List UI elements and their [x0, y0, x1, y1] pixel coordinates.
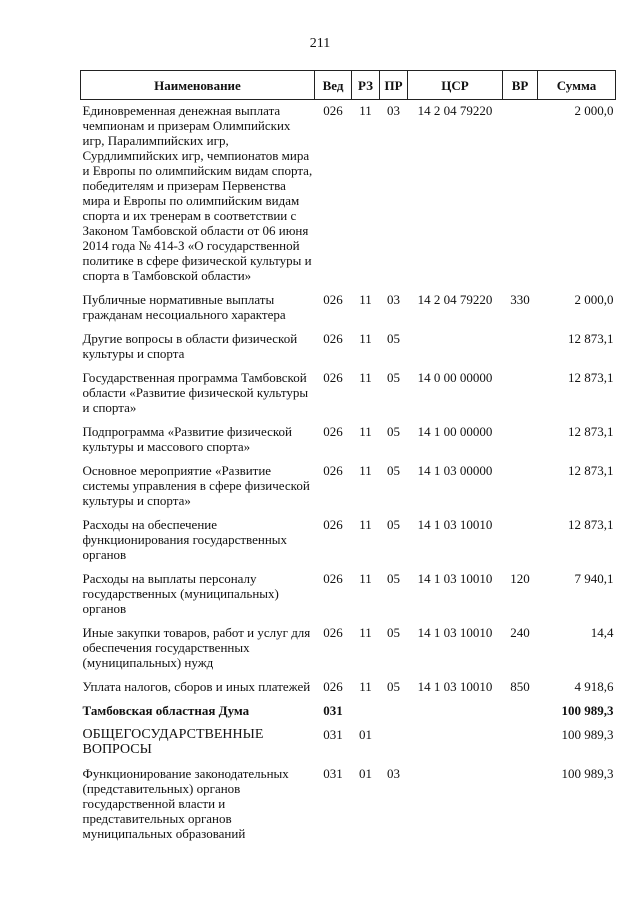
row-csr	[408, 328, 503, 367]
row-rz: 11	[359, 292, 372, 307]
row-csr: 14 1 03 10010	[417, 571, 493, 586]
row-rz: 01	[359, 727, 372, 742]
row-csr	[408, 763, 503, 847]
row-sum: 100 989,3	[561, 727, 614, 742]
col-header-csr: ЦСР	[408, 71, 503, 100]
row-pr: 05	[387, 331, 400, 346]
row-name: Подпрограмма «Развитие физической культуры и массового спорта»	[82, 424, 292, 454]
row-pr: 03	[387, 292, 400, 307]
row-rz: 11	[359, 571, 372, 586]
col-header-name: Наименование	[81, 71, 315, 100]
row-csr: 14 2 04 79220	[417, 103, 493, 118]
row-vr: 240	[510, 625, 530, 640]
row-name: Основное мероприятие «Развитие системы управления в сфере физической культуры и спорта»	[82, 463, 310, 508]
row-csr: 14 1 03 10010	[417, 625, 493, 640]
row-name: ОБЩЕГОСУДАРСТВЕННЫЕ ВОПРОСЫ	[82, 727, 264, 757]
table-row	[81, 100, 616, 290]
row-ved: 026	[323, 679, 343, 694]
row-name: Другие вопросы в области физической культуры и спорта	[82, 331, 298, 361]
row-pr: 05	[387, 679, 400, 694]
row-sum: 12 873,1	[568, 463, 614, 478]
row-ved: 031	[323, 703, 343, 718]
table-row	[81, 421, 616, 460]
row-csr: 14 1 00 00000	[417, 424, 493, 439]
row-vr	[503, 367, 538, 421]
row-sum: 12 873,1	[568, 331, 614, 346]
row-vr	[503, 763, 538, 847]
row-vr: 120	[510, 571, 530, 586]
table-row	[81, 622, 616, 676]
row-pr: 03	[387, 766, 400, 781]
row-rz: 11	[359, 463, 372, 478]
row-csr: 14 1 03 00000	[417, 463, 493, 478]
row-name: Государственная программа Тамбовской области «Развитие физической культуры и спорта»	[82, 370, 309, 415]
row-rz: 11	[359, 517, 372, 532]
row-pr: 05	[387, 517, 400, 532]
row-name: Публичные нормативные выплаты гражданам несоциального характера	[82, 292, 286, 322]
row-csr: 14 0 00 00000	[417, 370, 493, 385]
col-header-ved: Вед	[315, 71, 352, 100]
row-sum: 100 989,3	[561, 766, 614, 781]
row-pr: 05	[387, 424, 400, 439]
row-sum: 100 989,3	[561, 703, 614, 718]
table-row	[81, 328, 616, 367]
row-ved: 026	[323, 370, 343, 385]
row-ved: 031	[323, 727, 343, 742]
table-header-row	[81, 71, 616, 100]
row-ved: 026	[323, 331, 343, 346]
row-vr	[503, 460, 538, 514]
col-header-rz: РЗ	[352, 71, 380, 100]
table-row	[81, 763, 616, 847]
row-rz: 11	[359, 679, 372, 694]
row-rz	[352, 700, 380, 724]
table-body	[81, 100, 616, 848]
row-vr	[503, 100, 538, 290]
row-csr: 14 1 03 10010	[417, 679, 493, 694]
row-rz: 01	[359, 766, 372, 781]
row-sum: 12 873,1	[568, 517, 614, 532]
row-name: Расходы на обеспечение функционирования государственных органов	[82, 517, 288, 562]
row-sum: 7 940,1	[574, 571, 614, 586]
row-vr	[503, 514, 538, 568]
row-ved: 026	[323, 292, 343, 307]
row-sum: 14,4	[590, 625, 614, 640]
row-rz: 11	[359, 625, 372, 640]
row-vr	[503, 700, 538, 724]
row-ved: 026	[323, 571, 343, 586]
row-rz: 11	[359, 103, 372, 118]
row-pr: 05	[387, 463, 400, 478]
row-name: Уплата налогов, сборов и иных платежей	[82, 679, 311, 694]
row-vr	[503, 724, 538, 763]
row-name: Единовременная денежная выплата чемпионам и призерам Олимпийских игр, Паралимпийских игр, Сурдлимпийских игр, чемпионатов мира и Европы по олимпийским видам спорта, победителям и призерам Первенства мира и Европы по олимпийским видам спорта и их тренерам в соответствии с Законом Тамбовской области от 06 июня 2014 года № 414-З «О государственной политике в сфере физической культуры и спорта в Тамбовской области»	[82, 103, 313, 283]
table-row	[81, 568, 616, 622]
row-pr	[380, 724, 408, 763]
row-ved: 026	[323, 103, 343, 118]
row-pr: 05	[387, 370, 400, 385]
row-vr	[503, 421, 538, 460]
row-sum: 12 873,1	[568, 424, 614, 439]
row-rz: 11	[359, 370, 372, 385]
table-row	[81, 514, 616, 568]
budget-table	[80, 70, 616, 847]
row-pr: 03	[387, 103, 400, 118]
row-name: Тамбовская областная Дума	[82, 703, 250, 718]
row-rz: 11	[359, 424, 372, 439]
table-row	[81, 460, 616, 514]
row-ved: 031	[323, 766, 343, 781]
row-ved: 026	[323, 463, 343, 478]
col-header-sum: Сумма	[538, 71, 616, 100]
row-pr: 05	[387, 571, 400, 586]
row-csr	[408, 700, 503, 724]
row-ved: 026	[323, 517, 343, 532]
table-row	[81, 367, 616, 421]
row-sum: 4 918,6	[574, 679, 614, 694]
row-vr	[503, 328, 538, 367]
row-ved: 026	[323, 625, 343, 640]
row-sum: 12 873,1	[568, 370, 614, 385]
table-row	[81, 289, 616, 328]
col-header-pr: ПР	[380, 71, 408, 100]
table-row	[81, 724, 616, 763]
row-name: Иные закупки товаров, работ и услуг для обеспечения государственных (муниципальных) нужд	[82, 625, 311, 670]
row-sum: 2 000,0	[574, 103, 614, 118]
row-pr: 05	[387, 625, 400, 640]
row-name: Функционирование законодательных (представительных) органов государственной власти и представительных органов муниципальных образований	[82, 766, 289, 841]
row-ved: 026	[323, 424, 343, 439]
row-name: Расходы на выплаты персоналу государственных (муниципальных) органов	[82, 571, 279, 616]
page-number: 211	[309, 36, 331, 51]
row-rz: 11	[359, 331, 372, 346]
row-csr: 14 1 03 10010	[417, 517, 493, 532]
row-csr	[408, 724, 503, 763]
table-row	[81, 676, 616, 700]
col-header-vr: ВР	[503, 71, 538, 100]
row-vr: 330	[510, 292, 530, 307]
row-sum: 2 000,0	[574, 292, 614, 307]
row-vr: 850	[510, 679, 530, 694]
row-csr: 14 2 04 79220	[417, 292, 493, 307]
table-row	[81, 700, 616, 724]
row-pr	[380, 700, 408, 724]
